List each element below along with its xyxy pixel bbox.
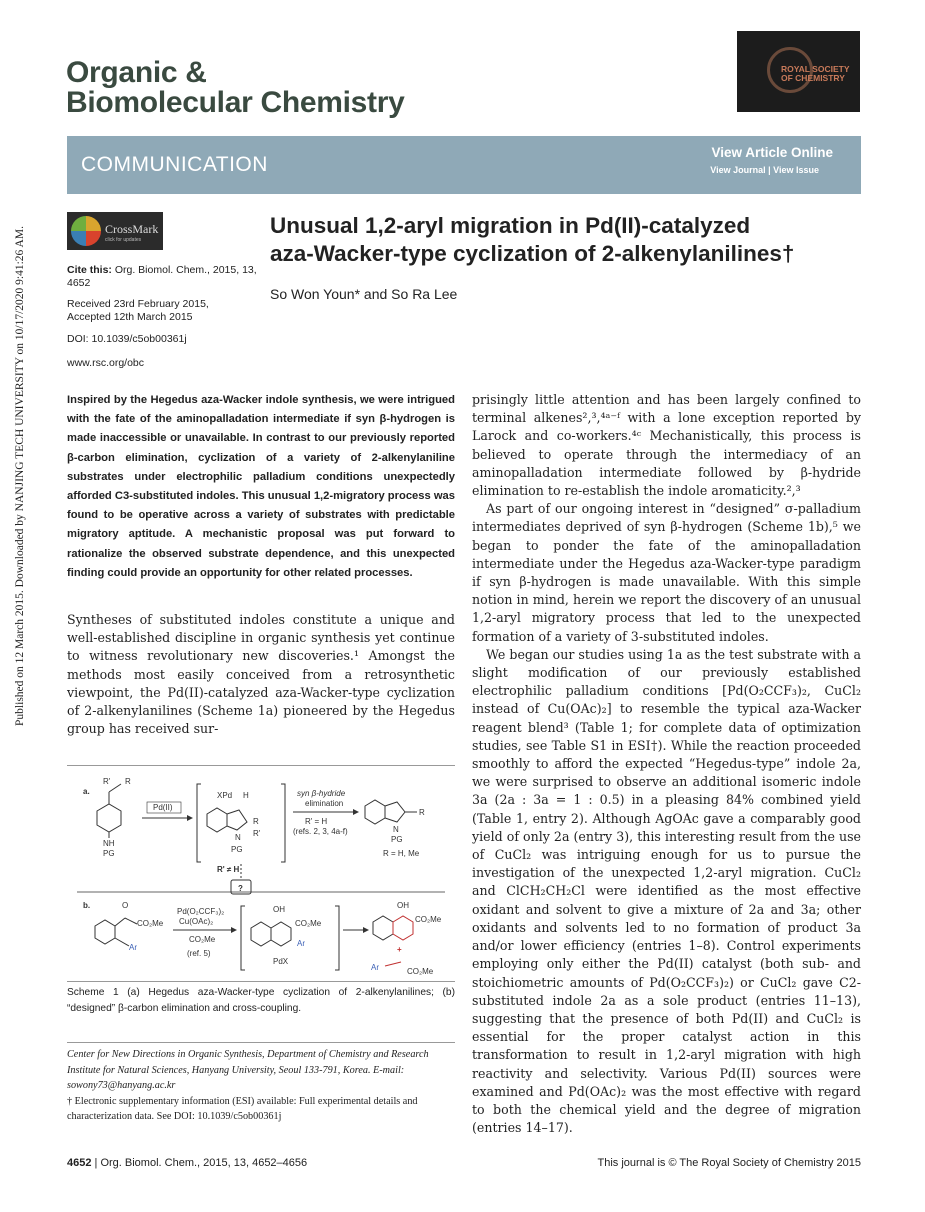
section-label: COMMUNICATION — [81, 153, 268, 176]
intermediate-b-ring2 — [271, 922, 291, 946]
dates — [67, 298, 257, 324]
substrate-co2me: CO₂Me — [137, 919, 164, 928]
naphthol-ring2 — [393, 916, 413, 940]
scheme-1 — [67, 765, 455, 982]
intermediate-b-oh: OH — [273, 905, 285, 914]
citation — [67, 264, 257, 290]
bracket-b-right — [335, 906, 339, 970]
footer-right: This journal is © The Royal Society of Chemistry 2015 — [597, 1157, 861, 1169]
paragraph-1: prisingly little attention and has been largely confined to terminal alkenes²,³,⁴ᵃ⁻ᶠ with a lone exception reported by Larock and co-workers.⁴ᶜ Mechanistically, this process is believed to operate through the intermediacy of an aminopalladation intermediate followed by β-hydride elimination to re-establish the indole aromaticity.²,³ — [472, 392, 861, 499]
view-journal-issue-links[interactable]: View Journal | View Issue — [710, 165, 819, 175]
indole-ring — [365, 800, 385, 824]
doi[interactable]: DOI: 10.1039/c5ob00361j — [67, 333, 187, 345]
elimination-label: elimination — [305, 799, 344, 808]
article-title-line2: aza-Wacker-type cyclization of 2-alkenylanilines† — [270, 241, 795, 266]
crossmark-label: CrossMark — [105, 222, 159, 236]
cite-text: Org. Biomol. Chem., 2015, 13, 4652 — [67, 264, 257, 289]
styryl-bond — [115, 938, 129, 946]
reagent-cu: Cu(OAc)₂ — [179, 917, 214, 926]
paragraph-2: As part of our ongoing interest in “designed” σ-palladium intermediates deprived of syn β-hydrogen (Scheme 1b),⁵ we began to ponder the fate of the aminopalladation intermediate under the Hegedus aza-Wacker-type paradigm if syn β-hydrogen is made unavailable. With this simple notion in mind, herein we report the discovery of an unusual 1,2-aryl migratory process that led to the unexpected formation of a variety of 3-substituted indoles. — [472, 501, 861, 644]
refs-label: (refs. 2, 3, 4a-f) — [293, 827, 348, 836]
indole-5ring — [385, 802, 405, 822]
substrate-rprime: R' — [103, 777, 111, 786]
reagent-pd: Pd(O₂CCF₃)₂ — [177, 907, 225, 916]
accepted-date: Accepted 12th March 2015 — [67, 311, 193, 323]
article-title — [270, 212, 860, 268]
footer-citation: | Org. Biomol. Chem., 2015, 13, 4652–4656 — [91, 1157, 308, 1169]
intermediate-h: H — [243, 791, 249, 800]
naphthol-co2me: CO₂Me — [415, 915, 442, 924]
substrate-pg: PG — [103, 849, 115, 858]
question-mark: ? — [238, 884, 243, 893]
right-column — [472, 391, 861, 1137]
scheme-caption: Scheme 1 (a) Hegedus aza-Wacker-type cyclization of 2-alkenylanilines; (b) “designed” β-carbon elimination and cross-coupling. — [67, 987, 455, 1014]
ester-bond — [125, 918, 137, 924]
bracket-b-left — [241, 906, 245, 970]
arrow-b-head — [231, 927, 237, 933]
article-title-line1: Unusual 1,2-aryl migration in Pd(II)-catalyzed — [270, 213, 751, 238]
ketone-ring — [95, 920, 115, 944]
scheme-label-b: b. — [83, 901, 91, 910]
intermediate-b-ar: Ar — [297, 939, 305, 948]
indole-pg: PG — [391, 835, 403, 844]
naphthol-ring — [373, 916, 393, 940]
intermediate-n: N — [235, 833, 241, 842]
intermediate-b-co2me: CO₂Me — [295, 919, 322, 928]
page-number: 4652 — [67, 1157, 92, 1169]
arrow-b2-head — [363, 927, 369, 933]
alkene-bond — [109, 784, 121, 792]
cite-label: Cite this: — [67, 264, 112, 276]
product-co2me: CO₂Me — [407, 967, 434, 976]
intermediate-r: R — [253, 817, 259, 826]
intermediate-b-ring — [251, 922, 271, 946]
substrate-r: R — [125, 777, 131, 786]
received-date: Received 23rd February 2015, — [67, 298, 209, 310]
footer-left — [67, 1157, 307, 1169]
indole-n: N — [393, 825, 399, 834]
journal-title-line2: Biomolecular Chemistry — [66, 86, 405, 119]
arrow-pd-head — [187, 815, 193, 821]
crossmark-badge[interactable] — [67, 212, 163, 250]
product-ar: Ar — [371, 963, 379, 972]
naphthol-oh: OH — [397, 901, 409, 910]
intermediate-rprime: R' — [253, 829, 261, 838]
bracket-left — [197, 784, 201, 862]
crossmark-sub: click for updates — [105, 237, 142, 243]
substrate-ring — [97, 804, 121, 832]
acrylate-co2me: CO₂Me — [189, 935, 216, 944]
substrate-ar: Ar — [129, 943, 137, 952]
intermediate-xpd: XPd — [217, 791, 233, 800]
intermediate-b-pdx: PdX — [273, 957, 289, 966]
indole-r: R — [419, 808, 425, 817]
plus-sign: + — [397, 945, 402, 954]
pd-label: Pd(II) — [153, 803, 173, 812]
journal-url[interactable]: www.rsc.org/obc — [67, 357, 145, 369]
rsc-logo-line1: ROYAL SOCIETY — [781, 64, 850, 74]
rprime-neq-h: R' ≠ H — [217, 865, 240, 874]
affiliation: Center for New Directions in Organic Synthesis, Department of Chemistry and Research Institute for Natural Sciences, Hanyang University, Seoul 133-791, Korea. E-mail: sowony73@hanyang.ac.kr — [67, 1049, 429, 1091]
esi-note: † Electronic supplementary information (ESI) available: Full experimental details and characterization data. See DOI: 10.1039/c5ob00361j — [67, 1095, 418, 1122]
paragraph-3: We began our studies using 1a as the test substrate with a slight modification of our previously established electrophilic palladium conditions [Pd(O₂CCF₃)₂, CuCl₂ instead of Cu(OAc)₂] to resemble the typical aza-Wacker reagent blend³ (Table 1; for complete data of optimization studies, see Table S1 in ESI†). While the reaction proceeded smoothly to afford the expected “Hegedus-type” indole 2a, we were surprised to observe an additional isomeric indole 3a (2a : 3a = 1 : 0.5) in a pleasing 84% combined yield (Table 1, entry 2). Although AgOAc gave a comparably good yield of only 2a (entry 3), this interesting result from the use of CuCl₂ was intriguing enough for us to pursue the investigation of the unexpected 1,2-aryl migration. CuCl₂ and ClCH₂CH₂Cl were identified as the most effective oxidant and solvent to give a mixture of 2a and 3a; other oxidants and solvents led to no formation of product 3a and/or lower efficiency (entries 1–8). Control experiments employing only either the Pd(II) catalyst (both sub- and stoichiometric amounts of Pd(O₂CCF₃)₂) or CuCl₂ gave C2-substituted indole 2a as a sole product (entries 11–13), suggesting that the presence of both Pd(II) and CuCl₂ is essential for the proper catalyst action in this transformation to result in 1,2-aryl migration with high reactivity and selectivity. Various Pd(II) sources were examined and Pd(OAc)₂ was the most effective with regard to both the chemical yield and the degree of migration (entries 14–17). — [472, 646, 861, 1136]
abstract: Inspired by the Hegedus aza-Wacker indole synthesis, we were intrigued with the fate of the aminopalladation intermediate if syn β-hydrogen is made inaccessible or unavailable. In contrast to our previously reported β-carbon elimination, cyclization of a variety of 2-alkenylaniline substrates under electrophilic palladium conditions unexpectedly afforded C3-substituted indoles. This unusual 1,2-migratory process was found to be operative across a variety of substrates with predictable migratory aptitude. A mechanistic proposal was put forward to rationalize the observed substrate dependence, and this unexpected finding could provide an opportunity for other related processes. — [67, 394, 455, 579]
view-article-online-link[interactable]: View Article Online — [711, 145, 833, 160]
rprime-h-label: R' = H — [305, 817, 328, 826]
ketone-o: O — [122, 901, 129, 910]
ketone-bond — [115, 918, 125, 926]
syn-label: syn β-hydride — [297, 789, 346, 798]
bracket-right — [281, 784, 285, 862]
authors: So Won Youn* and So Ra Lee — [270, 286, 458, 302]
journal-title — [66, 58, 405, 118]
journal-title-line1: Organic & — [66, 56, 207, 89]
download-watermark: Published on 12 March 2015. Downloaded by NANJING TECH UNIVERSITY on 10/17/2020 9:41:26 AM. — [14, 226, 26, 726]
rsc-logo[interactable] — [737, 31, 860, 112]
substrate-nh: NH — [103, 839, 115, 848]
product-alkene — [385, 962, 401, 966]
intermediate-5ring — [227, 810, 247, 830]
rhme-label: R = H, Me — [383, 849, 420, 858]
intermediate-pg: PG — [231, 845, 243, 854]
ref5-label: (ref. 5) — [187, 949, 211, 958]
intermediate-ring — [207, 808, 227, 832]
footnotes — [67, 1042, 455, 1125]
crossmark-icon — [71, 216, 101, 246]
intro-paragraph: Syntheses of substituted indoles constitute a unique and well-established discipline in organic synthesis yet continue to witness revolutionary new discoveries.¹ Amongst the methods most easily conceived from a retrosynthetic viewpoint, the Pd(II)-catalyzed aza-Wacker-type cyclization of 2-alkenylanilines (Scheme 1a) pioneered by the Hegedus group has received sur- — [67, 612, 455, 737]
arrow-elim-head — [353, 809, 359, 815]
scheme-label-a: a. — [83, 787, 90, 796]
section-banner — [67, 136, 861, 194]
rsc-logo-line2: OF CHEMISTRY — [781, 73, 845, 83]
